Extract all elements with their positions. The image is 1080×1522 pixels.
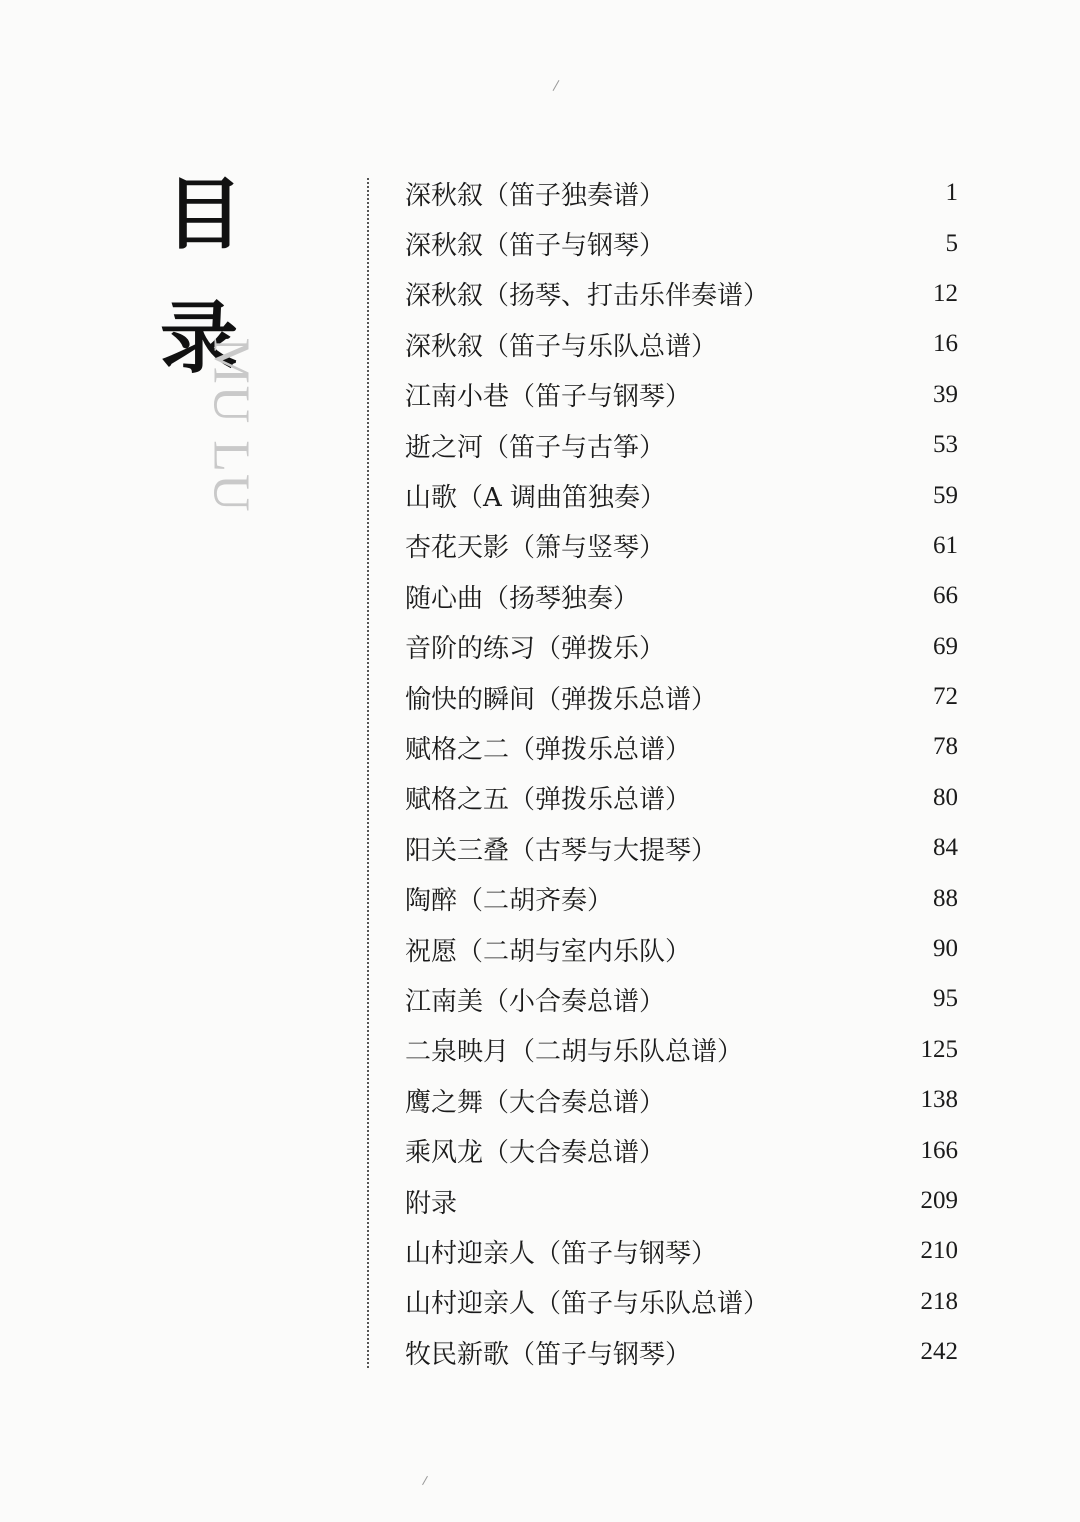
scan-mark <box>422 1476 428 1485</box>
toc-entry[interactable] <box>405 269 958 319</box>
toc-entry-title: 山村迎亲人（笛子与钢琴） <box>405 1238 718 1269</box>
toc-entry-page: 61 <box>933 531 958 559</box>
toc-entry[interactable] <box>405 974 958 1024</box>
toc-entry-page: 95 <box>933 985 958 1013</box>
toc-entry[interactable] <box>405 1277 958 1327</box>
toc-entry-title: 二泉映月（二胡与乐队总谱） <box>405 1037 744 1068</box>
toc-entry-page: 59 <box>933 481 958 509</box>
toc-entry[interactable] <box>405 1226 958 1276</box>
title-char-mu: 目 <box>165 169 244 260</box>
romanized-watermark <box>196 330 266 520</box>
toc-entry-page: 88 <box>933 884 958 912</box>
toc-entry-page: 53 <box>933 431 958 459</box>
toc-entry[interactable] <box>405 1075 958 1125</box>
toc-entry[interactable] <box>405 521 958 571</box>
toc-entry-title: 山村迎亲人（笛子与乐队总谱） <box>405 1289 770 1320</box>
toc-entry-title: 鹰之舞（大合奏总谱） <box>405 1087 666 1118</box>
toc-entry-page: 5 <box>945 229 958 257</box>
toc-entry-page: 218 <box>920 1287 958 1315</box>
toc-entry-title: 牧民新歌（笛子与钢琴） <box>405 1339 692 1370</box>
toc-entry-title: 杏花天影（箫与竖琴） <box>405 533 666 564</box>
toc-entry-page: 80 <box>933 783 958 811</box>
toc-entry-page: 66 <box>933 582 958 610</box>
toc-entry[interactable] <box>405 1327 958 1377</box>
dotted-divider <box>367 178 369 1368</box>
toc-entry[interactable] <box>405 470 958 520</box>
scan-mark <box>553 80 560 91</box>
toc-entry[interactable] <box>405 622 958 672</box>
romanized-text: MU LU <box>202 336 260 514</box>
toc-entry[interactable] <box>405 1176 958 1226</box>
toc-entry-title: 随心曲（扬琴独奏） <box>405 583 640 614</box>
toc-entry-title: 深秋叙（笛子与乐队总谱） <box>405 331 718 362</box>
toc-entry[interactable] <box>405 873 958 923</box>
toc-entry[interactable] <box>405 823 958 873</box>
toc-entry-page: 16 <box>933 330 958 358</box>
toc-entry-title: 深秋叙（笛子与钢琴） <box>405 231 666 262</box>
toc-entry[interactable] <box>405 218 958 268</box>
toc-entry-page: 125 <box>920 1035 958 1063</box>
toc-entry[interactable] <box>405 1025 958 1075</box>
toc-entry[interactable] <box>405 773 958 823</box>
toc-entry-title: 乘风龙（大合奏总谱） <box>405 1138 666 1169</box>
toc-entry[interactable] <box>405 672 958 722</box>
toc-entry-title: 深秋叙（扬琴、打击乐伴奏谱） <box>405 281 770 312</box>
toc-entry[interactable] <box>405 420 958 470</box>
toc-entry-title: 陶醉（二胡齐奏） <box>405 886 614 917</box>
toc-entry[interactable] <box>405 1125 958 1175</box>
toc-entry-title: 祝愿（二胡与室内乐队） <box>405 936 692 967</box>
toc-entry-page: 72 <box>933 683 958 711</box>
toc-entry-page: 78 <box>933 733 958 761</box>
toc-entry-title: 音阶的练习（弹拨乐） <box>405 634 666 665</box>
toc-entry-page: 166 <box>920 1136 958 1164</box>
toc-entry-title: 深秋叙（笛子独奏谱） <box>405 180 666 211</box>
toc-entry-title: 赋格之二（弹拨乐总谱） <box>405 734 692 765</box>
title-char-lu: 录 <box>160 293 239 384</box>
toc-entry[interactable] <box>405 571 958 621</box>
toc-entry[interactable] <box>405 722 958 772</box>
toc-entry-page: 69 <box>933 632 958 660</box>
toc-entry-page: 84 <box>933 834 958 862</box>
toc-entry-title: 山歌（A 调曲笛独奏） <box>405 483 667 514</box>
toc-entry-page: 12 <box>933 279 958 307</box>
toc-entry-title: 江南小巷（笛子与钢琴） <box>405 382 692 413</box>
toc-entry-page: 242 <box>920 1338 958 1366</box>
toc-entry-page: 1 <box>945 179 958 207</box>
table-of-contents <box>405 168 958 1377</box>
toc-entry[interactable] <box>405 370 958 420</box>
toc-entry-title: 赋格之五（弹拨乐总谱） <box>405 785 692 816</box>
toc-entry[interactable] <box>405 319 958 369</box>
toc-entry-page: 39 <box>933 380 958 408</box>
toc-entry-page: 90 <box>933 935 958 963</box>
toc-entry-page: 138 <box>920 1086 958 1114</box>
toc-entry[interactable] <box>405 168 958 218</box>
toc-entry-page: 209 <box>920 1187 958 1214</box>
toc-entry-title: 逝之河（笛子与古筝） <box>405 432 666 463</box>
toc-entry-title: 愉快的瞬间（弹拨乐总谱） <box>405 684 718 715</box>
toc-entry[interactable] <box>405 924 958 974</box>
toc-entry-page: 210 <box>920 1237 958 1265</box>
toc-entry-title: 阳关三叠（古琴与大提琴） <box>405 835 718 866</box>
toc-entry-title: 附录 <box>405 1188 458 1219</box>
toc-entry-title: 江南美（小合奏总谱） <box>405 986 666 1017</box>
